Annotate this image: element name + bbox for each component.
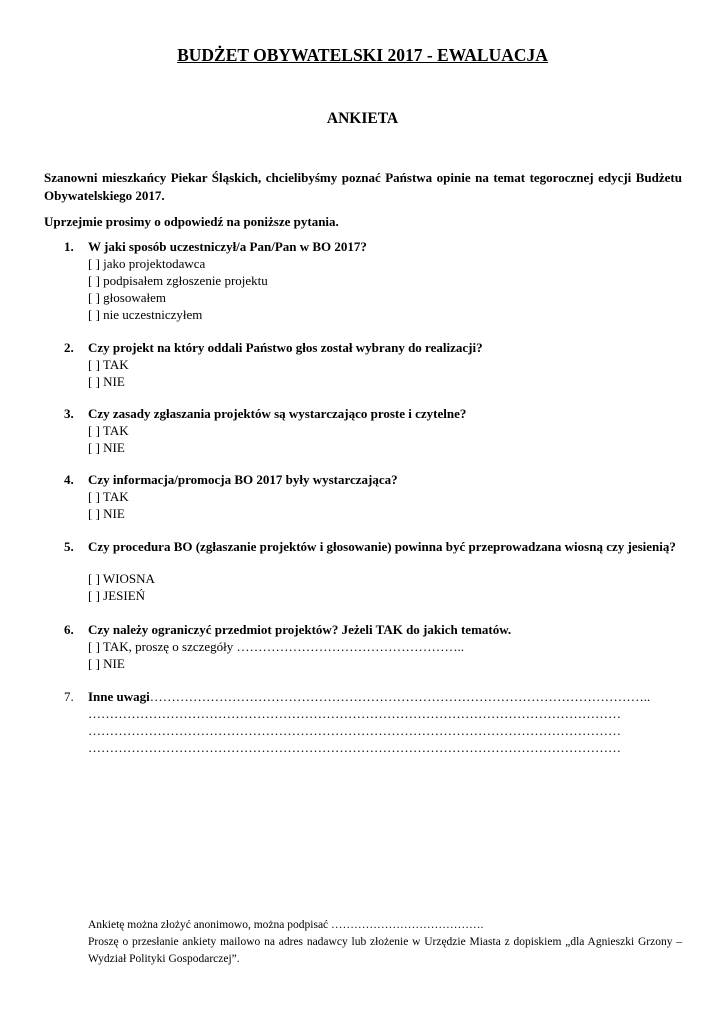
question-text: W jaki sposób uczestniczył/a Pan/Pan w BO 2017?	[88, 239, 367, 254]
answer-dots: ……………………………………………………………………………………………………..	[149, 689, 651, 704]
question-number: 6.	[64, 622, 74, 637]
other-remarks-line[interactable]	[88, 688, 682, 705]
option-checkbox[interactable]: [ ] podpisałem zgłoszenie projektu	[88, 273, 268, 288]
question-number: 4.	[64, 472, 74, 487]
question-number: 1.	[64, 239, 74, 254]
option-checkbox[interactable]: [ ] NIE	[88, 506, 125, 521]
document-subtitle: ANKIETA	[326, 110, 399, 127]
footer-line-submission: Proszę o przesłanie ankiety mailowo na adres nadawcy lub złożenie w Urzędzie Miasta z dopiskiem „dla Agnieszki Grzony – Wydział Polityki Gospodarczej”.	[88, 936, 682, 965]
footer-line-anonymous: Ankietę można złożyć anonimowo, można podpisać ………………………………….	[88, 919, 484, 931]
other-remarks-line[interactable]: ……………………………………………………………………………………………………………	[88, 723, 621, 738]
request-paragraph: Uprzejmie prosimy o odpowiedź na poniższe pytania.	[44, 214, 339, 229]
question-text: Czy projekt na który oddali Państwo głos został wybrany do realizacji?	[88, 340, 483, 355]
question-number: 5.	[64, 539, 74, 554]
footer-note	[88, 917, 682, 968]
option-checkbox[interactable]: [ ] NIE	[88, 374, 125, 389]
intro-paragraph: Szanowni mieszkańcy Piekar Śląskich, chcielibyśmy poznać Państwa opinie na temat tegorocznej edycji Budżetu Obywatelskiego 2017.	[44, 170, 682, 203]
question-number: 3.	[64, 406, 74, 421]
option-checkbox[interactable]: [ ] TAK	[88, 423, 129, 438]
question-text: Inne uwagi	[88, 689, 150, 704]
option-checkbox[interactable]: [ ] głosowałem	[88, 290, 166, 305]
option-checkbox[interactable]: [ ] NIE	[88, 440, 125, 455]
other-remarks-line[interactable]: ……………………………………………………………………………………………………………	[88, 706, 621, 721]
option-checkbox[interactable]: [ ] TAK	[88, 357, 129, 372]
option-checkbox[interactable]: [ ] jako projektodawca	[88, 256, 206, 271]
option-checkbox[interactable]: [ ] NIE	[88, 656, 125, 671]
question-number: 2.	[64, 340, 74, 355]
option-checkbox[interactable]: [ ] WIOSNA	[88, 571, 155, 586]
option-checkbox[interactable]: [ ] JESIEŃ	[88, 588, 146, 603]
question-text: Czy informacja/promocja BO 2017 były wystarczająca?	[88, 472, 398, 487]
document-title: BUDŻET OBYWATELSKI 2017 - EWALUACJA	[177, 45, 548, 65]
option-checkbox[interactable]: [ ] nie uczestniczyłem	[88, 307, 203, 322]
question-text: Czy procedura BO (zgłaszanie projektów i głosowanie) powinna być przeprowadzana wiosną czy jesienią?	[88, 539, 676, 554]
option-checkbox[interactable]: [ ] TAK	[88, 489, 129, 504]
question-text: Czy zasady zgłaszania projektów są wystarczająco proste i czytelne?	[88, 406, 467, 421]
question-text: Czy należy ograniczyć przedmiot projektów? Jeżeli TAK do jakich tematów.	[88, 622, 512, 637]
other-remarks-line[interactable]: ……………………………………………………………………………………………………………	[88, 740, 621, 755]
option-checkbox[interactable]: [ ] TAK, proszę o szczegóły ……………………………………………..	[88, 639, 465, 654]
question-number: 7.	[64, 689, 74, 704]
